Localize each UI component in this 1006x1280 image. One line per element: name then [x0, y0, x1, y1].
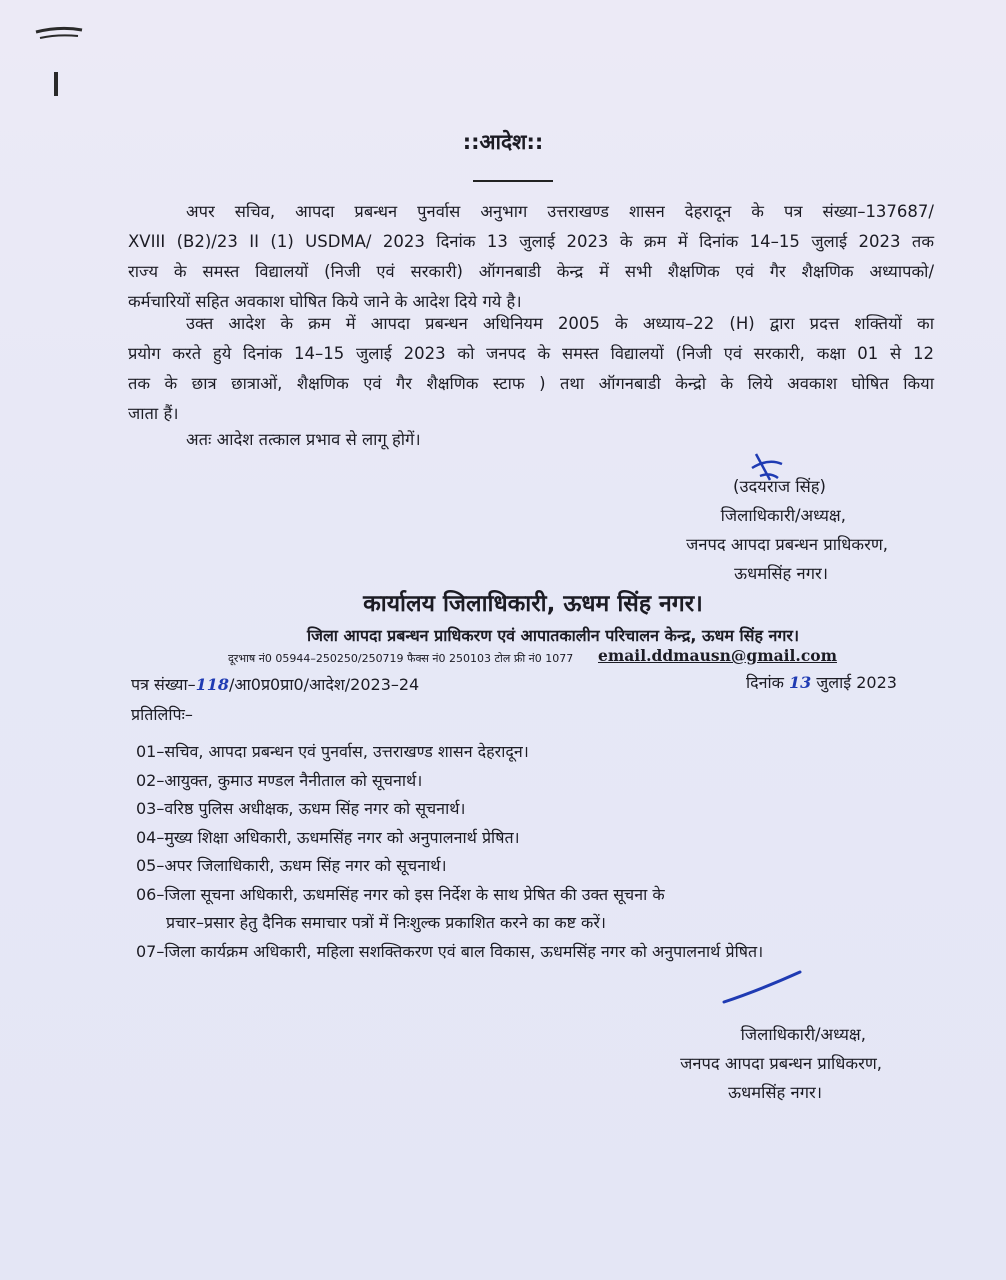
list-item: 03–वरिष्ठ पुलिस अधीक्षक, ऊधम सिंह नगर को सूचनार्थ।	[136, 799, 466, 818]
paragraph-3	[128, 425, 934, 455]
reference-prefix: पत्र संख्या–	[131, 675, 196, 694]
date-suffix: जुलाई 2023	[811, 673, 897, 692]
paragraph-line: XVIII (B2)/23 II (1) USDMA/ 2023 दिनांक 13 जुलाई 2023 के क्रम में दिनांक 14–15 जुलाई 2023 तक	[128, 232, 934, 251]
office-subtitle: जिला आपदा प्रबन्धन प्राधिकरण एवं आपातकालीन परिचालन केन्द्र, ऊधम सिंह नगर।	[306, 626, 800, 645]
paragraph-line: उक्त आदेश के क्रम में आपदा प्रबन्धन अधिनियम 2005 के अध्याय–22 (H) द्वारा प्रदत्त शक्तियों का	[186, 314, 934, 333]
list-item: 01–सचिव, आपदा प्रबन्धन एवं पुनर्वास, उत्तराखण्ड शासन देहरादून।	[136, 742, 529, 761]
copy-list	[136, 738, 763, 966]
list-item: 05–अपर जिलाधिकारी, ऊधम सिंह नगर को सूचनार्थ।	[136, 856, 447, 875]
list-item: 02–आयुक्त, कुमाउ मण्डल नैनीताल को सूचनार्थ।	[136, 770, 423, 790]
list-item: 06–जिला सूचना अधिकारी, ऊधमसिंह नगर को इस निर्देश के साथ प्रेषित की उक्त सूचना के	[136, 884, 665, 904]
paragraph-line: राज्य के समस्त विद्यालयों (निजी एवं सरकारी) ऑगनबाडी केन्द्र में सभी शैक्षणिक एवं गैर शैक्षणिक अध्यापको/	[128, 262, 934, 281]
date-prefix: दिनांक	[746, 673, 790, 692]
paragraph-line: कर्मचारियों सहित अवकाश घोषित किये जाने के आदेश दिये गये है।	[128, 292, 522, 311]
staple-mark	[30, 22, 90, 102]
signatory-2-place: ऊधमसिंह नगर।	[728, 1083, 822, 1102]
signatory-1-place: ऊधमसिंह नगर।	[734, 564, 828, 583]
office-contact: दूरभाष नं0 05944–250250/250719 फैक्स नं0 250103 टोल फ्री नं0 1077	[228, 652, 574, 665]
paragraph-line: अतः आदेश तत्काल प्रभाव से लागू होगें।	[186, 430, 421, 449]
copy-label: प्रतिलिपिः–	[131, 705, 193, 724]
signatory-1-authority: जनपद आपदा प्रबन्धन प्राधिकरण,	[686, 535, 888, 554]
list-item-continuation: प्रचार–प्रसार हेतु दैनिक समाचार पत्रों में निःशुल्क प्रकाशित करने का कष्ट करें।	[166, 913, 606, 932]
reference-number	[131, 673, 419, 695]
paragraph-line: जाता हैं।	[128, 404, 179, 423]
list-item: 07–जिला कार्यक्रम अधिकारी, महिला सशक्तिकरण एवं बाल विकास, ऊधमसिंह नगर को अनुपालनार्थ प्रेषित।	[136, 941, 764, 961]
reference-suffix: /आ0प्र0प्रा0/आदेश/2023–24	[229, 675, 420, 694]
signatory-1-designation: जिलाधिकारी/अध्यक्ष,	[720, 506, 846, 525]
paragraph-line: प्रयोग करते हुये दिनांक 14–15 जुलाई 2023 को जनपद के समस्त विद्यालयों (निजी एवं सरकारी, कक्षा 01 से 12	[128, 344, 934, 363]
office-email: email.ddmausn@gmail.com	[598, 646, 837, 665]
paragraph-line: अपर सचिव, आपदा प्रबन्धन पुनर्वास अनुभाग उत्तराखण्ड शासन देहरादून के पत्र संख्या–137687/	[186, 202, 934, 221]
order-title: ::आदेश::	[462, 130, 544, 154]
reference-handwritten-number: 118	[195, 675, 230, 694]
office-title: कार्यालय जिलाधिकारी, ऊधम सिंह नगर।	[363, 591, 703, 617]
paragraph-2	[128, 309, 934, 429]
signature-stroke	[720, 968, 810, 1008]
signatory-2-designation: जिलाधिकारी/अध्यक्ष,	[740, 1025, 866, 1044]
document-date	[746, 671, 897, 693]
title-underline	[473, 180, 553, 182]
signatory-2-authority: जनपद आपदा प्रबन्धन प्राधिकरण,	[680, 1054, 882, 1073]
date-handwritten-day: 13	[789, 673, 812, 692]
paragraph-1	[128, 197, 934, 317]
paragraph-line: तक के छात्र छात्राओं, शैक्षणिक एवं गैर शैक्षणिक स्टाफ ) तथा ऑगनबाडी केन्द्रो के लिये अवकाश घोषित किया	[128, 374, 934, 393]
signatory-1-name: (उदयराज सिंह)	[733, 477, 826, 496]
list-item: 04–मुख्य शिक्षा अधिकारी, ऊधमसिंह नगर को अनुपालनार्थ प्रेषित।	[136, 827, 520, 847]
